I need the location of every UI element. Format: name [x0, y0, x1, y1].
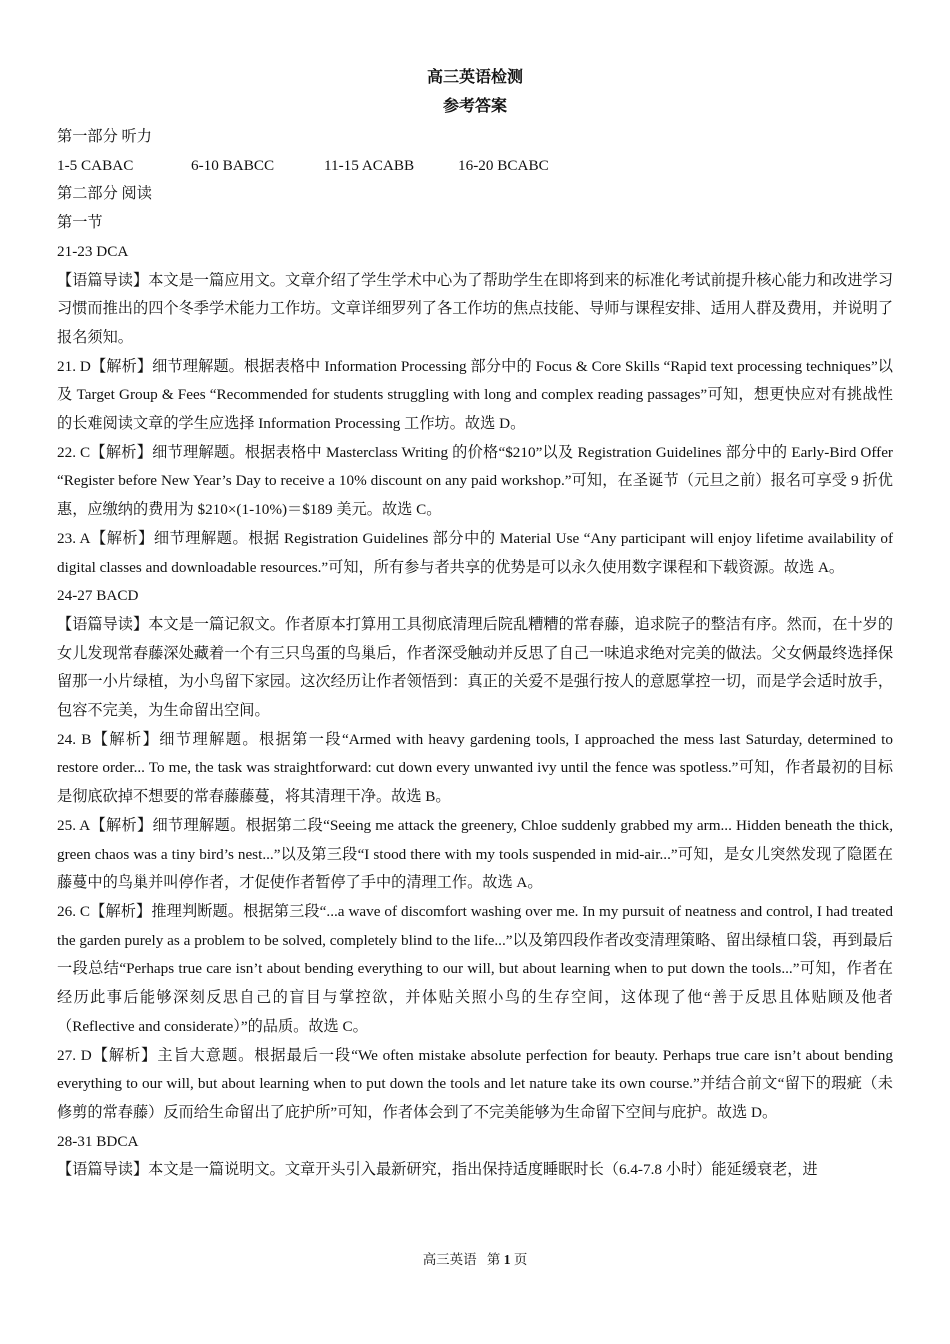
footer-subject: 高三英语 [422, 1252, 477, 1267]
listening-answers [57, 152, 893, 181]
question-26-explanation: 26. C【解析】推理判断题。根据第三段“...a wave of discomfort washing over me. In my pursuit of neatness and control, I had treated the garden purely as a problem to be solved, completely blind to the life...”以及第四段作者改变清理策略、留出绿植口袋，再到最后一段总结“Perhaps true care isn’t about bending everything to our will, but about learning when to put down the tools...”可知，作者在经历此事后能够深刻反思自己的盲目与掌控欲，并体贴关照小鸟的生存空间，这体现了他“善于反思且体贴顾及他者（Reflective and considerate）”的品质。故选 C。 [57, 902, 893, 1035]
question-22-explanation: 22. C【解析】细节理解题。根据表格中 Masterclass Writing 的价格“$210”以及 Registration Guidelines 部分中的 Early-Bird Offer “Register before New Year’s Day to receive a 10% discount on any paid workshop.”可知，在圣诞节（元旦之前）报名可享受 9 折优惠，应缴纳的费用为 $210×(1-10%)＝$189 美元。故选 C。 [57, 443, 893, 519]
question-24-explanation: 24. B【解析】细节理解题。根据第一段“Armed with heavy gardening tools, I approached the mess last Saturday, determined to restore order... To me, the task was straightforward: cut down every unwanted ivy until the fence was spotless.”可知，作者最初的目标是彻底砍掉不想要的常春藤藤蔓，将其清理干净。故选 B。 [57, 730, 893, 806]
answer-16-20: 16-20 BCABC [458, 156, 549, 174]
part1-heading: 第一部分 听力 [57, 128, 152, 145]
group3-intro: 【语篇导读】本文是一篇说明文。文章开头引入最新研究，指出保持适度睡眠时长（6.4-7.8 小时）能延缓衰老，进 [57, 1161, 818, 1179]
question-23-explanation: 23. A【解析】细节理解题。根据 Registration Guidelines 部分中的 Material Use “Any participant will enjoy lifetime availability of digital classes and downloadable resources.”可知，所有参与者共享的优势是可以永久使用数字课程和下载资源。故选 A。 [57, 529, 893, 576]
footer-page-number: 1 [503, 1252, 511, 1267]
answer-6-10: 6-10 BABCC [191, 156, 275, 174]
section1-heading: 第一节 [57, 214, 103, 232]
group2-key: 24-27 BACD [57, 587, 139, 605]
group1-key: 21-23 DCA [57, 242, 129, 260]
footer-page-prefix: 第 [486, 1252, 501, 1267]
question-25-explanation: 25. A【解析】细节理解题。根据第二段“Seeing me attack the greenery, Chloe suddenly grabbed my arm... Hidden beneath the thick, green chaos was a tiny bird’s nest...”以及第三段“I stood there with my tools suspended in mid-air...”可知，是女儿突然发现了隐匿在藤蔓中的鸟巢并叫停作者，才促使作者暂停了手中的清理工作。故选 A。 [57, 816, 893, 892]
group3-key: 28-31 BDCA [57, 1132, 139, 1150]
page-title: 高三英语检测 [426, 69, 523, 86]
answer-11-15: 11-15 ACABB [324, 156, 415, 174]
answer-content [57, 123, 893, 1185]
group2-intro: 【语篇导读】本文是一篇记叙文。作者原本打算用工具彻底清理后院乱糟糟的常春藤，追求院子的整洁有序。然而，在十岁的女儿发现常春藤深处藏着一个有三只鸟蛋的鸟巢后，作者深受触动并反思了自己一味追求绝对完美的做法。父女俩最终选择保留那一小片绿植，为小鸟留下家园。这次经历让作者领悟到：真正的关爱不是强行按人的意愿掌控一切，而是学会适时放手，包容不完美，为生命留出空间。 [57, 615, 893, 720]
question-27-explanation: 27. D【解析】主旨大意题。根据最后一段“We often mistake absolute perfection for beauty. Perhaps true care isn’t about bending everything to our will, but about learning when to put down the tools and let nature take its own course.”并结合前文“留下的瑕疵（未修剪的常春藤）反而给生命留出了庇护所”可知，作者体会到了不完美能够为生命留下空间与庇护。故选 D。 [57, 1046, 893, 1121]
page-subtitle: 参考答案 [442, 98, 507, 115]
footer-page-suffix: 页 [513, 1252, 528, 1267]
answer-1-5: 1-5 CABAC [57, 156, 134, 174]
page-footer [0, 1251, 950, 1269]
question-21-explanation: 21. D【解析】细节理解题。根据表格中 Information Processing 部分中的 Focus & Core Skills “Rapid text processing techniques”以及 Target Group & Fees “Recommended for students struggling with long and complex reading passages”可知，想更快应对有挑战性的长难阅读文章的学生应选择 Information Processing 工作坊。故选 D。 [57, 357, 893, 433]
group1-intro: 【语篇导读】本文是一篇应用文。文章介绍了学生学术中心为了帮助学生在即将到来的标准化考试前提升核心能力和改进学习习惯而推出的四个冬季学术能力工作坊。文章详细罗列了各工作坊的焦点技能、导师与课程安排、适用人群及费用，并说明了报名须知。 [57, 271, 893, 346]
part2-heading: 第二部分 阅读 [57, 185, 152, 203]
